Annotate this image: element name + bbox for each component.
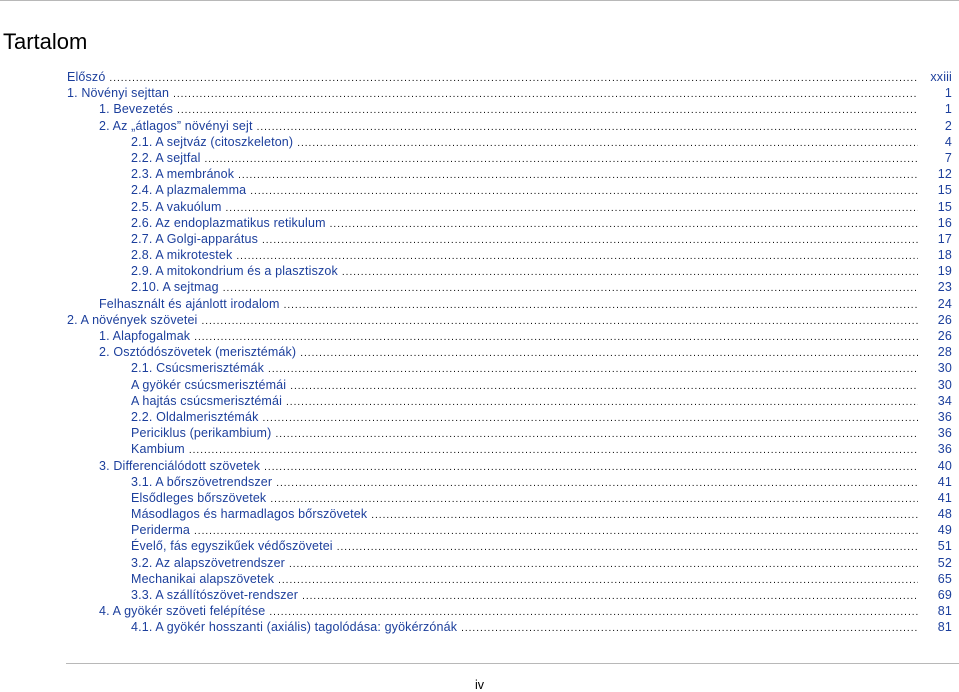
toc-entry-page-link[interactable]: 69 (937, 588, 952, 602)
toc-entry-link[interactable]: 1. Alapfogalmak (99, 329, 191, 343)
toc-entry[interactable] (0, 328, 959, 344)
toc-entry[interactable] (0, 538, 959, 554)
toc-entry-link[interactable]: A hajtás csúcsmerisztémái (131, 393, 283, 408)
dot-leader (189, 443, 918, 459)
toc-entry-link[interactable]: 1. Növényi sejttan (67, 86, 170, 101)
toc-entry[interactable] (0, 425, 959, 441)
dot-leader (278, 573, 918, 589)
dot-leader (268, 362, 918, 378)
toc-entry-link[interactable]: 2. Az „átlagos” növényi sejt (99, 118, 253, 133)
toc-entry[interactable] (0, 393, 959, 409)
toc-entry-link[interactable]: 2.8. A mikrotestek (131, 248, 233, 263)
toc-entry-link[interactable]: Elsődleges bőrszövetek (131, 490, 267, 505)
toc-entry[interactable] (0, 474, 959, 490)
dot-leader (270, 492, 918, 508)
dot-leader (371, 508, 918, 524)
toc-entry-page-link[interactable]: 36 (937, 442, 952, 457)
dot-leader (236, 249, 918, 265)
toc-entry-page-link[interactable]: 41 (937, 474, 952, 489)
toc-entry-page-link[interactable]: 41 (937, 490, 952, 505)
toc-entry-link[interactable]: 1. Bevezetés (99, 102, 174, 117)
toc-entry[interactable] (0, 522, 959, 538)
toc-entry-page-link[interactable]: xxiii (930, 70, 952, 84)
toc-entry[interactable] (0, 587, 959, 603)
toc-entry-page-link[interactable]: 30 (937, 377, 952, 392)
dot-leader (223, 281, 918, 297)
toc-entry-page-link[interactable]: 40 (937, 458, 952, 473)
toc-entry[interactable] (0, 296, 959, 312)
toc-entry-page-link[interactable]: 34 (937, 393, 952, 408)
toc-entry-page-link[interactable]: 26 (937, 312, 952, 327)
toc-entry[interactable] (0, 247, 959, 263)
toc-entry[interactable] (0, 150, 959, 166)
toc-entry-link[interactable]: Másodlagos és harmadlagos bőrszövetek (131, 507, 368, 522)
toc-entry-link[interactable]: 2. Osztódószövetek (merisztémák) (99, 345, 297, 360)
toc-entry-link[interactable]: 4.1. A gyökér hosszanti (axiális) tagolódása: gyökérzónák (131, 620, 458, 635)
dot-leader (290, 379, 918, 395)
toc-entry-page-link[interactable]: 52 (937, 555, 952, 570)
toc-entry[interactable] (0, 490, 959, 506)
dot-leader (300, 346, 918, 362)
dot-leader (201, 314, 918, 330)
toc-entry-page-link[interactable]: 18 (937, 248, 952, 263)
toc-entry-page-link[interactable]: 65 (937, 571, 952, 586)
toc-entry-page-link[interactable]: 7 (944, 150, 952, 165)
dot-leader (264, 460, 918, 476)
dot-leader (297, 136, 918, 152)
toc-entry[interactable] (0, 312, 959, 328)
dot-leader (337, 540, 918, 556)
dot-leader (342, 265, 918, 281)
top-divider (0, 0, 959, 1)
toc-entry-link[interactable]: 3.1. A bőrszövetrendszer (131, 474, 273, 489)
dot-leader (302, 589, 918, 605)
toc-entry-page-link[interactable]: 49 (937, 523, 952, 538)
toc-entry[interactable] (0, 263, 959, 279)
toc-entry-link[interactable]: 2.1. Csúcsmerisztémák (131, 361, 265, 376)
toc-entry[interactable] (0, 603, 959, 619)
toc-entry[interactable] (0, 619, 959, 635)
dot-leader (109, 71, 918, 87)
toc-entry-link[interactable]: 2. A növények szövetei (67, 312, 198, 327)
toc-entry-page-link[interactable]: 81 (937, 604, 952, 619)
toc-entry-link[interactable]: 2.7. A Golgi-apparátus (131, 231, 258, 246)
toc-entry-link[interactable]: 2.5. A vakuólum (131, 199, 222, 214)
dot-leader (238, 168, 918, 184)
toc-entry-link[interactable]: Előszó (67, 70, 106, 84)
toc-entry-page-link[interactable]: 51 (937, 539, 952, 554)
toc-entry-link[interactable]: 2.3. A membránok (131, 167, 235, 182)
toc-entry[interactable] (0, 555, 959, 571)
dot-leader (177, 103, 918, 119)
dot-leader (194, 330, 918, 346)
toc-entry-link[interactable]: Mechanikai alapszövetek (131, 571, 275, 586)
dot-leader (257, 120, 918, 136)
toc-entry[interactable] (0, 69, 959, 85)
dot-leader (461, 621, 918, 637)
toc-entry-link[interactable]: Periciklus (perikambium) (131, 426, 272, 441)
toc-entry-link[interactable]: A gyökér csúcsmerisztémái (131, 377, 287, 392)
toc-entry[interactable] (0, 377, 959, 393)
toc-entry[interactable] (0, 182, 959, 198)
toc-entry-link[interactable]: 2.10. A sejtmag (131, 280, 219, 295)
toc-entry-page-link[interactable]: 24 (937, 296, 952, 311)
toc-entry-link[interactable]: 3.3. A szállítószövet-rendszer (131, 588, 299, 602)
toc-entry-page-link[interactable]: 81 (937, 620, 952, 635)
toc-entry-page-link[interactable]: 15 (937, 199, 952, 214)
toc-entry[interactable] (0, 166, 959, 182)
toc-entry[interactable] (0, 85, 959, 101)
bottom-divider (66, 663, 959, 664)
toc-entry[interactable] (0, 506, 959, 522)
toc-entry-link[interactable]: 2.2. Oldalmerisztémák (131, 409, 259, 424)
toc-entry[interactable] (0, 458, 959, 474)
dot-leader (263, 411, 919, 427)
dot-leader (205, 152, 918, 168)
dot-leader (262, 233, 918, 249)
dot-leader (250, 184, 918, 200)
toc-entry-page-link[interactable]: 17 (937, 231, 952, 246)
toc-entry[interactable] (0, 199, 959, 215)
toc-entry-page-link[interactable]: 23 (937, 280, 952, 295)
toc-entry-link[interactable]: 4. A gyökér szöveti felépítése (99, 604, 266, 619)
toc-entry[interactable] (0, 344, 959, 360)
toc-entry[interactable] (0, 118, 959, 134)
toc-entry-link[interactable]: Periderma (131, 523, 191, 538)
page-number: iv (474, 678, 485, 692)
toc-entry[interactable] (0, 215, 959, 231)
dot-leader (226, 201, 918, 217)
toc-entry[interactable] (0, 279, 959, 295)
toc-entry-page-link[interactable]: 26 (937, 329, 952, 343)
toc-entry-link[interactable]: 2.4. A plazmalemma (131, 183, 247, 198)
toc-entry-page-link[interactable]: 1 (944, 86, 952, 101)
dot-leader (289, 557, 918, 573)
toc-entry[interactable] (0, 571, 959, 587)
toc-entry-link[interactable]: 3.2. Az alapszövetrendszer (131, 555, 285, 570)
toc-entry[interactable] (0, 441, 959, 457)
toc-entry[interactable] (0, 134, 959, 150)
toc-entry-page-link[interactable]: 36 (937, 426, 952, 441)
toc-entry[interactable] (0, 101, 959, 117)
toc-entry-link[interactable]: 2.9. A mitokondrium és a plasztiszok (131, 264, 338, 279)
toc-entry-page-link[interactable]: 15 (937, 183, 952, 198)
toc-entry-link[interactable]: 3. Differenciálódott szövetek (99, 458, 261, 473)
dot-leader (275, 427, 918, 443)
dot-leader (276, 476, 918, 492)
toc-entry-page-link[interactable]: 19 (937, 264, 952, 279)
toc-entry-page-link[interactable]: 12 (937, 167, 952, 182)
dot-leader (330, 217, 918, 233)
toc-entry-link[interactable]: Felhasznált és ajánlott irodalom (99, 296, 280, 311)
toc-entry[interactable] (0, 409, 959, 425)
toc-entry-page-link[interactable]: 4 (944, 134, 952, 149)
toc-entry-page-link[interactable]: 48 (937, 507, 952, 522)
toc-entry[interactable] (0, 231, 959, 247)
dot-leader (286, 395, 918, 411)
table-of-contents (0, 69, 959, 636)
toc-entry-link[interactable]: 2.6. Az endoplazmatikus retikulum (131, 215, 326, 230)
toc-entry-page-link[interactable]: 2 (944, 118, 952, 133)
dot-leader (284, 298, 918, 314)
toc-entry-page-link[interactable]: 36 (937, 409, 952, 424)
toc-entry-page-link[interactable]: 30 (937, 361, 952, 376)
toc-entry-link[interactable]: 2.2. A sejtfal (131, 150, 201, 165)
dot-leader (173, 87, 918, 103)
toc-entry-link[interactable]: Kambium (131, 442, 185, 457)
page-title: Tartalom (3, 29, 88, 54)
toc-entry-page-link[interactable]: 1 (944, 102, 952, 117)
toc-entry-link[interactable]: 2.1. A sejtváz (citoszkeleton) (131, 134, 294, 149)
toc-entry[interactable] (0, 360, 959, 376)
toc-entry-link[interactable]: Évelő, fás egyszikűek védőszövetei (131, 539, 333, 554)
toc-entry-page-link[interactable]: 16 (937, 215, 952, 230)
toc-entry-page-link[interactable]: 28 (937, 345, 952, 360)
